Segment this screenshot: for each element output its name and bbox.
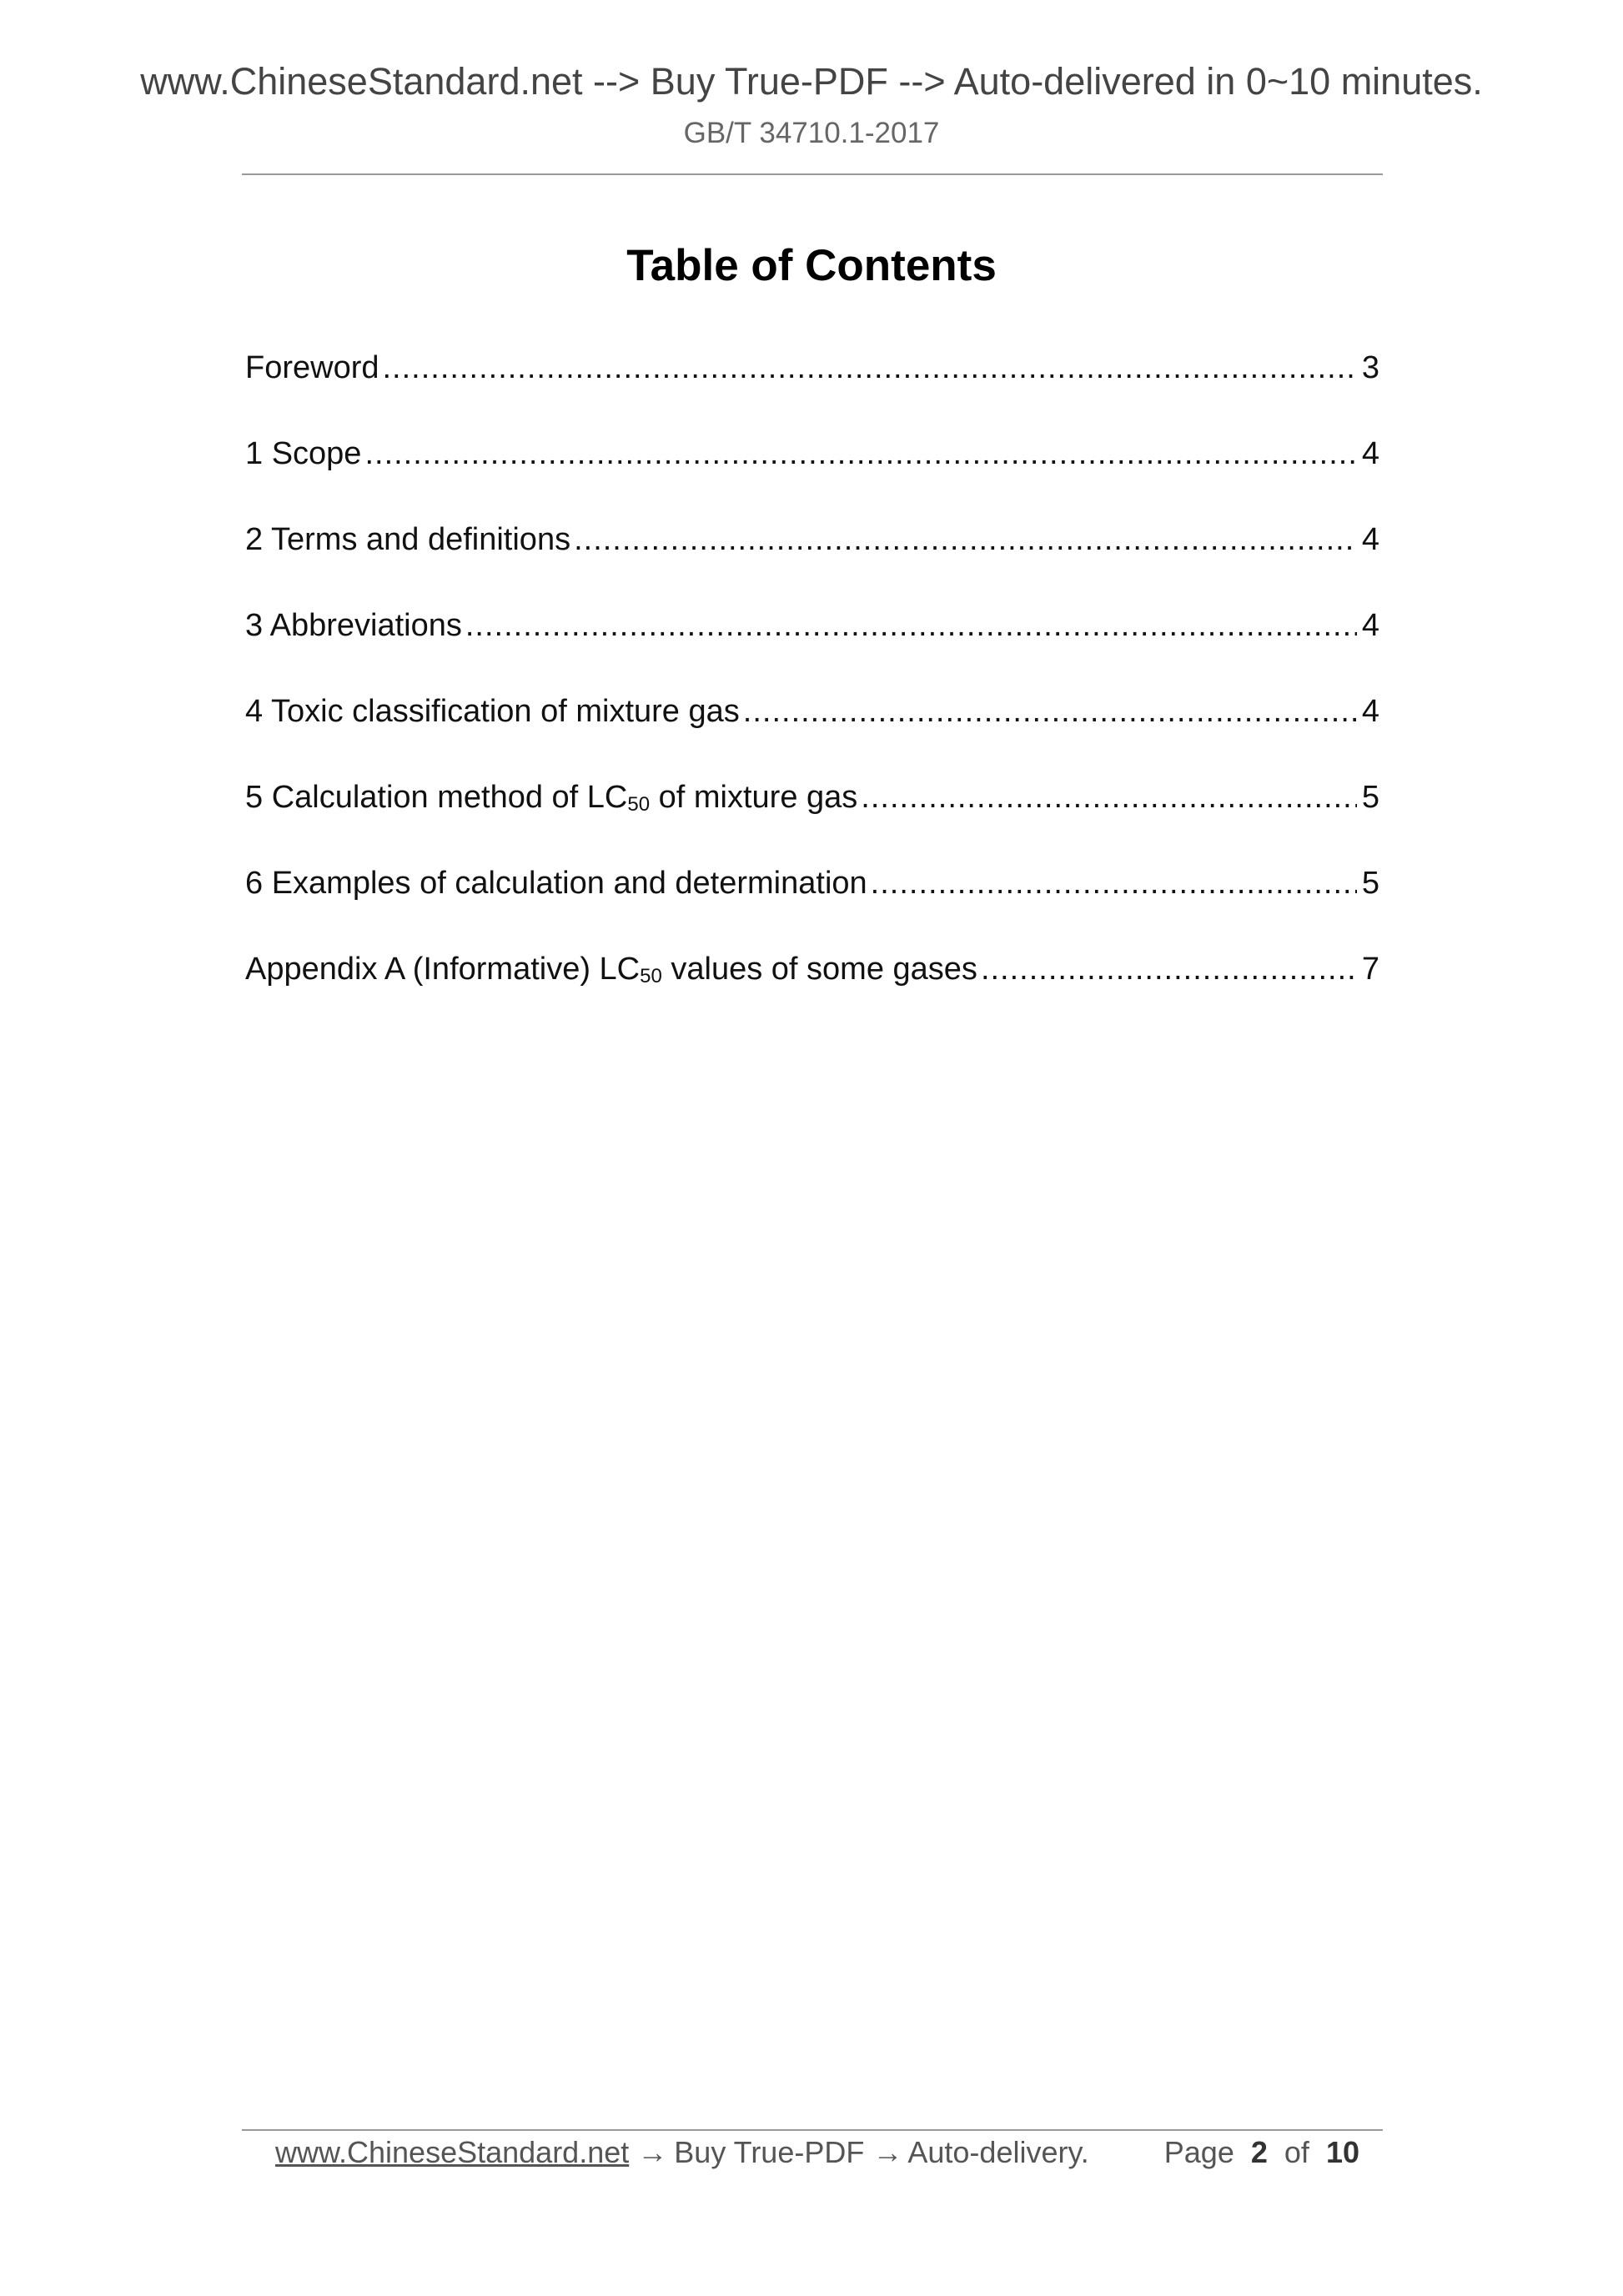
header-banner: www.ChineseStandard.net --> Buy True-PDF --> Auto-delivered in 0~10 minutes. <box>140 60 1483 103</box>
toc-dot-leader <box>743 694 1357 730</box>
footer-delivery-text: Auto-delivery. <box>907 2135 1089 2169</box>
toc-dot-leader <box>364 436 1356 472</box>
toc-page-number: 5 <box>1361 866 1379 901</box>
toc-entry-appendix-a[interactable] <box>245 952 1379 1037</box>
toc-page-number: 4 <box>1361 436 1379 471</box>
toc-dot-leader <box>383 350 1357 386</box>
toc-entry-label: 2 Terms and definitions <box>245 522 571 557</box>
toc-page-number: 4 <box>1361 694 1379 729</box>
toc-dot-leader <box>465 608 1357 644</box>
toc-page-number: 7 <box>1361 952 1379 987</box>
toc-entry-label-part: 5 Calculation method of LC <box>245 780 628 815</box>
toc-dot-leader <box>981 952 1357 987</box>
standard-number: GB/T 34710.1-2017 <box>683 117 940 149</box>
footer-buy-text: Buy True-PDF <box>674 2135 865 2169</box>
toc-page-number: 4 <box>1361 608 1379 643</box>
arrow-right-icon: → <box>637 2135 668 2169</box>
page-indicator <box>1164 2135 1359 2170</box>
toc-entry-label <box>245 780 857 816</box>
toc-entry-abbreviations[interactable] <box>245 608 1379 694</box>
page-title: Table of Contents <box>626 241 997 290</box>
toc-dot-leader <box>871 866 1357 902</box>
toc-entry-scope[interactable] <box>245 436 1379 522</box>
header-divider <box>242 173 1383 175</box>
toc-entry-examples[interactable] <box>245 866 1379 952</box>
toc-entry-label-part: Appendix A (Informative) LC <box>245 952 641 987</box>
toc-entry-label: 1 Scope <box>245 436 362 471</box>
toc-page-number: 3 <box>1361 350 1379 385</box>
page-of-label: of <box>1284 2135 1309 2169</box>
toc-entry-label <box>245 952 977 987</box>
toc-entry-label-part: of mixture gas <box>650 780 858 815</box>
toc-entry-calculation-method[interactable] <box>245 780 1379 866</box>
toc-dot-leader <box>574 522 1357 558</box>
toc-page-number: 4 <box>1361 522 1379 557</box>
arrow-right-icon: → <box>872 2135 903 2169</box>
page-label: Page <box>1163 2135 1234 2169</box>
page-footer <box>275 2135 1359 2170</box>
footer-site-link[interactable]: www.ChineseStandard.net <box>275 2135 630 2169</box>
toc-page-number: 5 <box>1361 780 1379 815</box>
subscript-50: 50 <box>640 965 662 987</box>
toc-entry-toxic-classification[interactable] <box>245 694 1379 780</box>
total-page-count: 10 <box>1325 2135 1359 2169</box>
subscript-50: 50 <box>627 793 651 816</box>
toc-entry-label-part: values of some gases <box>661 952 977 987</box>
table-of-contents <box>245 350 1379 1037</box>
toc-entry-label: 3 Abbreviations <box>245 608 462 643</box>
toc-entry-terms-and-definitions[interactable] <box>245 522 1379 608</box>
toc-entry-foreword[interactable] <box>245 350 1379 436</box>
toc-entry-label: 6 Examples of calculation and determination <box>245 866 867 901</box>
current-page-number: 2 <box>1250 2135 1268 2169</box>
toc-entry-label: 4 Toxic classification of mixture gas <box>245 694 740 729</box>
toc-dot-leader <box>861 780 1357 816</box>
footer-divider <box>242 2129 1383 2131</box>
toc-entry-label: Foreword <box>245 350 379 385</box>
